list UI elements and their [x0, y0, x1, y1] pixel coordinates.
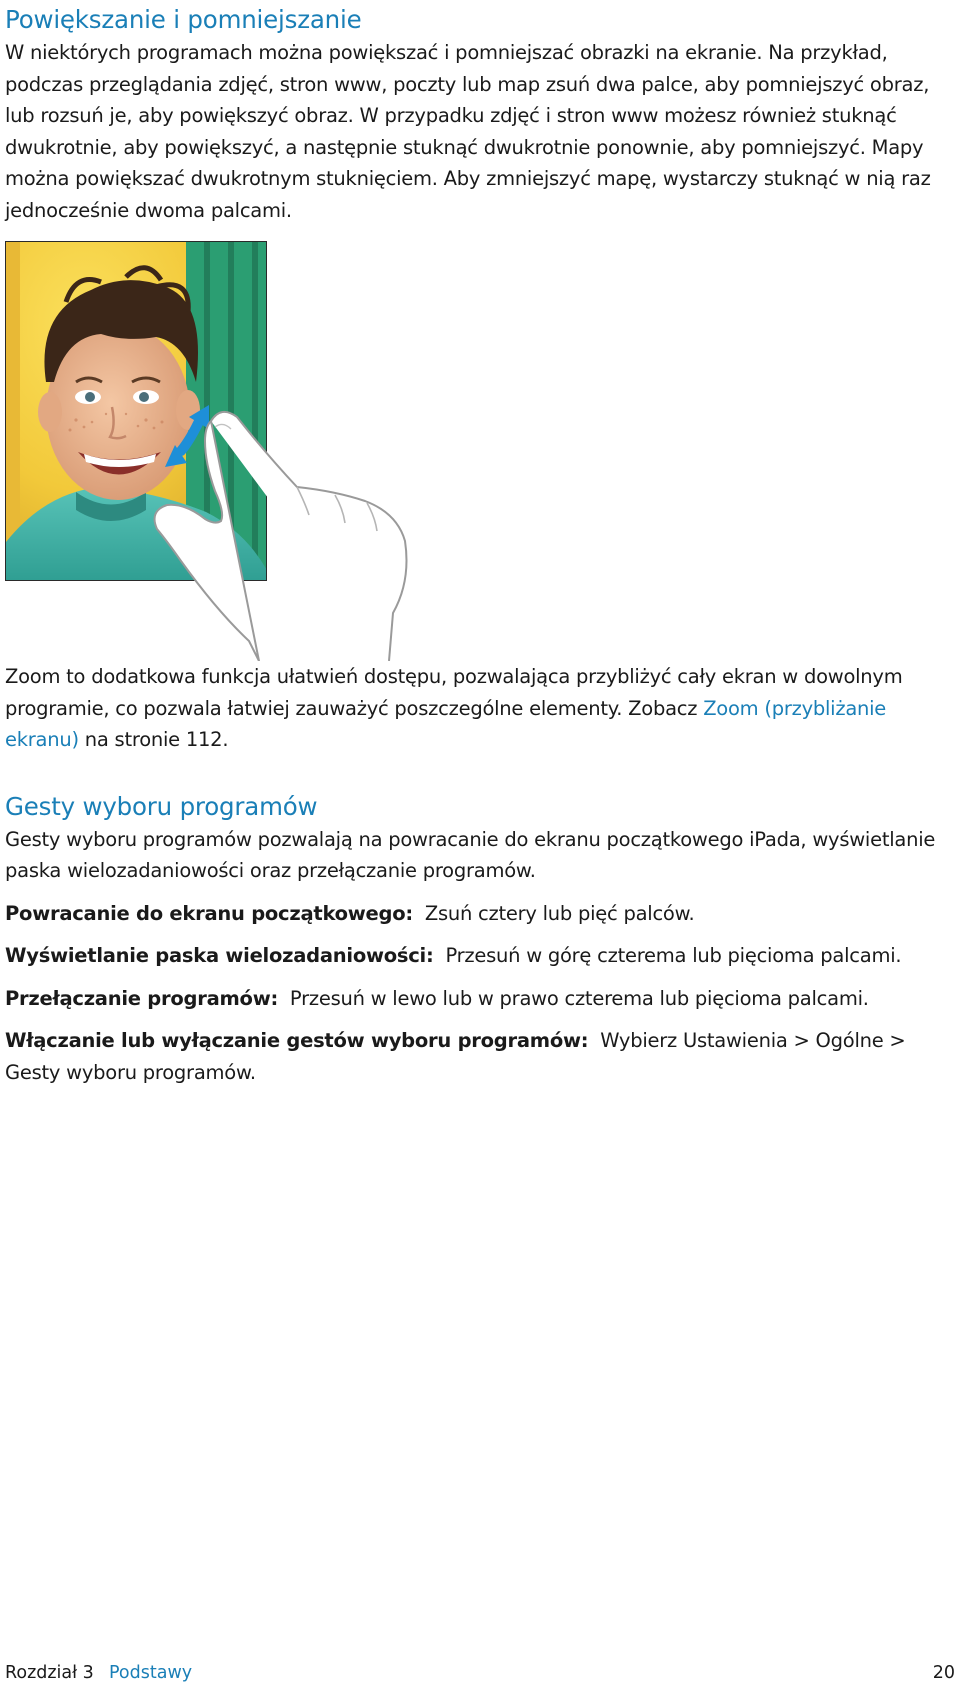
gesture-description: Zsuń cztery lub pięć palców.: [424, 901, 695, 925]
page-footer: [5, 1661, 955, 1685]
pinch-zoom-illustration: [5, 241, 425, 661]
zoom-cross-reference-link[interactable]: Zoom (przybliżanie ekranu): [5, 696, 887, 751]
gesture-term: Powracanie do ekranu początkowego:: [5, 901, 413, 925]
gesture-description: Przesuń w górę czterema lub pięcioma palcami.: [445, 944, 902, 967]
gestures-intro-paragraph: Gesty wyboru programów pozwalają na powracanie do ekranu początkowego iPada, wyświetlanie paska wielozadaniowości oraz przełączanie programów.: [5, 827, 936, 882]
section-heading-zoom: Powiększanie i pomniejszanie: [5, 5, 362, 34]
gesture-item-switch-apps: [5, 983, 955, 1015]
gesture-item-toggle: [5, 1025, 955, 1088]
gesture-item-home: [5, 898, 955, 930]
paragraph-text: Zoom to dodatkowa funkcja ułatwień dostępu, pozwalająca przybliżyć cały ekran w dowolnym programie, co pozwala łatwiej zauważyć poszczególne elementy. Zobacz: [5, 665, 903, 720]
gesture-term: Przełączanie programów:: [5, 986, 279, 1010]
footer-chapter: Rozdział 3: [5, 1663, 94, 1683]
zoom-paragraph: W niektórych programach można powiększać i pomniejszać obrazki na ekranie. Na przykład, podczas przeglądania zdjęć, stron www, poczty lub map zsuń dwa palce, aby pomniejszyć obraz, lub rozsuń je, aby powiększyć obraz. W przypadku zdjęć i stron www możesz również stuknąć dwukrotnie, aby powiększyć, a następnie stuknąć dwukrotnie ponownie, aby pomniejszyć. Mapy można powiększać dwukrotnym stuknięciem. Aby zmniejszyć mapę, wystarczy stuknąć w nią raz jednocześnie dwoma palcami.: [5, 41, 931, 222]
section-heading-gestures: Gesty wyboru programów: [5, 791, 318, 821]
footer-chapter-title-link[interactable]: Podstawy: [109, 1663, 193, 1683]
gesture-description: Wybierz Ustawienia > Ogólne > Gesty wyboru programów.: [5, 1029, 906, 1084]
page-number: 20: [932, 1663, 955, 1683]
gesture-description: Przesuń w lewo lub w prawo czterema lub pięcioma palcami.: [289, 986, 869, 1010]
page-content: [5, 0, 955, 1088]
gesture-item-multitasking: [5, 940, 955, 972]
paragraph-text: na stronie 112.: [78, 728, 229, 751]
gesture-term: Wyświetlanie paska wielozadaniowości:: [5, 944, 434, 967]
gesture-term: Włączanie lub wyłączanie gestów wyboru programów:: [5, 1029, 589, 1052]
zoom-accessibility-paragraph: [5, 661, 955, 756]
hand-gesture: [5, 241, 425, 661]
